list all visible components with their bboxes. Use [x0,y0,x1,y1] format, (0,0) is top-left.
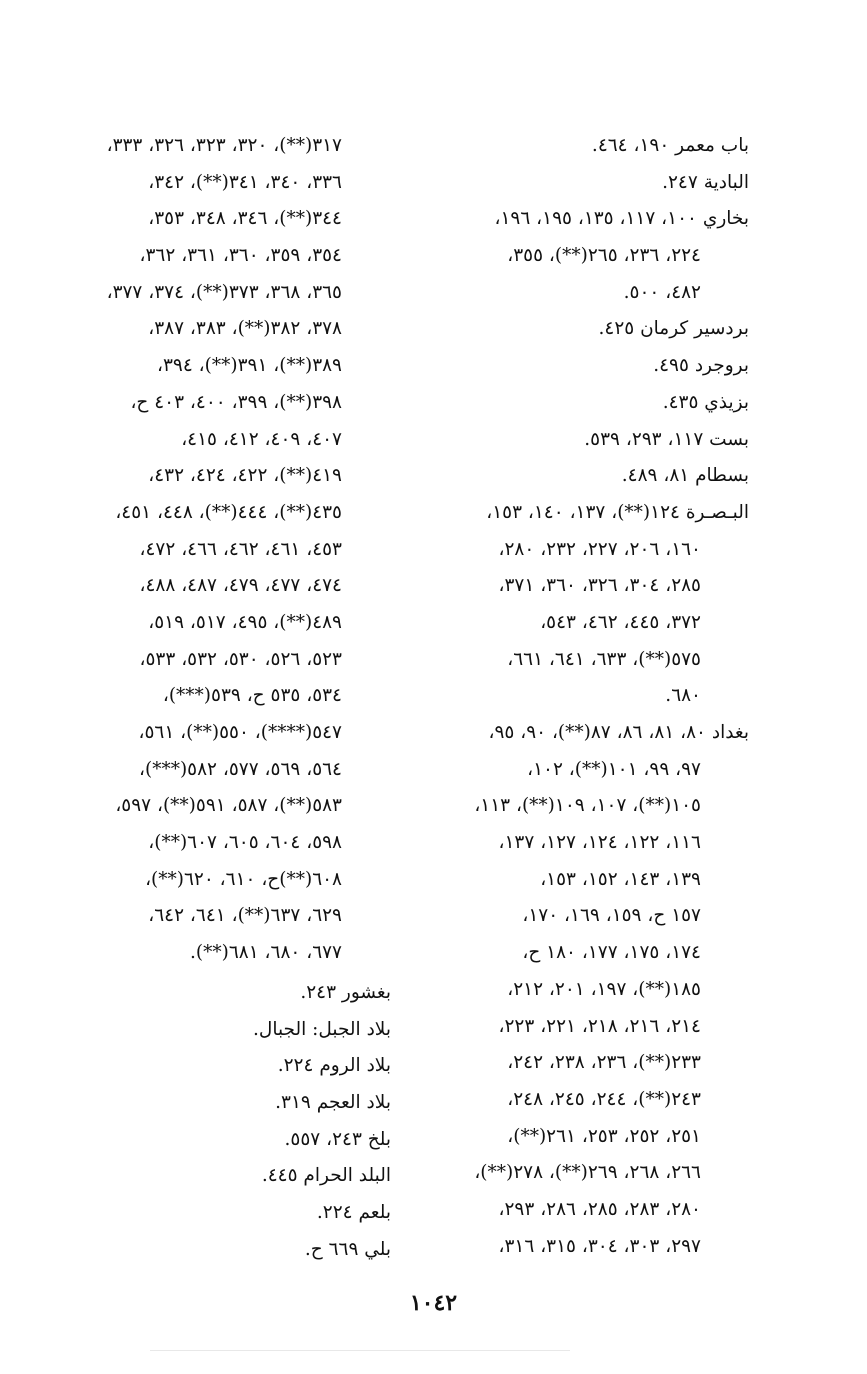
index-line: ٦٠٨(**)ح، ٦١٠، ٦٢٠(**)، [145,868,342,890]
index-line: ٢٦٦، ٢٦٨، ٢٦٩(**)، ٢٧٨(**)، [474,1162,701,1184]
index-entry: بلخ ٢٤٣، ٥٥٧. [284,1128,391,1150]
scan-edge [150,1350,570,1351]
index-line: بغداد ٨٠، ٨١، ٨٦، ٨٧(**)، ٩٠، ٩٥، [488,722,749,743]
index-line: بسطام ٨١، ٤٨٩. [621,465,749,487]
index-line: ٣٣٦، ٣٤٠، ٣٤١(**)، ٣٤٢، [148,171,342,193]
index-line: ٥٨٣(**)، ٥٨٧، ٥٩١(**)، ٥٩٧، [115,795,342,817]
index-line: ٥٢٣، ٥٢٦، ٥٣٠، ٥٣٢، ٥٣٣، [139,648,342,670]
index-line: ٢٨٥، ٣٠٤، ٣٢٦، ٣٦٠، ٣٧١، [498,575,701,597]
index-line: بخاري ١٠٠، ١١٧، ١٣٥، ١٩٥، ١٩٦، [494,208,749,230]
index-line: ٣٧٨، ٣٨٢(**)، ٣٨٣، ٣٨٧، [148,318,342,340]
index-line: ٤٣٥(**)، ٤٤٤(**)، ٤٤٨، ٤٥١، [115,501,342,523]
index-line: ٢١٤، ٢١٦، ٢١٨، ٢٢١، ٢٢٣، [498,1015,701,1037]
index-line: ٥٧٥(**)، ٦٣٣، ٦٤١، ٦٦١، [507,648,701,670]
index-line: ١٣٩، ١٤٣، ١٥٢، ١٥٣، [540,868,701,890]
index-line: ٢٨٠، ٢٨٣، ٢٨٥، ٢٨٦، ٢٩٣، [498,1198,701,1220]
index-line: ٢٣٣(**)، ٢٣٦، ٢٣٨، ٢٤٢، [507,1052,701,1074]
index-entry: بلاد الجبل: الجبال. [253,1018,391,1040]
index-line: ٤٥٣، ٤٦١، ٤٦٢، ٤٦٦، ٤٧٢، [139,538,342,560]
index-line: ٢٩٧، ٣٠٣، ٣٠٤، ٣١٥، ٣١٦، [498,1235,701,1257]
index-line: البادية ٢٤٧. [662,171,749,193]
index-line: ٣٤٤(**)، ٣٤٦، ٣٤٨، ٣٥٣، [148,208,342,230]
index-line: ٤٨٢، ٥٠٠. [623,281,701,303]
index-line: ٦٨٠. [665,685,701,707]
index-line: ٤٨٩(**)، ٤٩٥، ٥١٧، ٥١٩، [148,611,342,633]
index-entry: بلاد الروم ٢٢٤. [277,1055,391,1077]
index-entry: بلي ٦٦٩ ح. [304,1238,391,1260]
index-line: ٩٧، ٩٩، ١٠١(**)، ١٠٢، [527,758,701,780]
index-line: ١٠٥(**)، ١٠٧، ١٠٩(**)، ١١٣، [474,795,701,817]
index-line: ٢٥١، ٢٥٢، ٢٥٣، ٢٦١(**)، [507,1125,701,1147]
index-line: ١٧٤، ١٧٥، ١٧٧، ١٨٠ ح، [522,942,701,964]
index-line: ٤٠٧، ٤٠٩، ٤١٢، ٤١٥، [181,428,342,450]
index-line: ١١٦، ١٢٢، ١٢٤، ١٢٧، ١٣٧، [498,832,701,854]
index-line: ٤٧٤، ٤٧٧، ٤٧٩، ٤٨٧، ٤٨٨، [139,575,342,597]
index-line: ٢٢٤، ٢٣٦، ٢٦٥(**)، ٣٥٥، [507,245,701,267]
index-line: باب معمر ١٩٠، ٤٦٤. [591,135,749,156]
index-line: ٣٦٥، ٣٦٨، ٣٧٣(**)، ٣٧٤، ٣٧٧، [106,281,342,303]
index-line: ٥٤٧(****)، ٥٥٠(**)، ٥٦١، [138,722,342,743]
index-entry: بلاد العجم ٣١٩. [275,1092,391,1114]
index-line: بست ١١٧، ٢٩٣، ٥٣٩. [584,428,749,450]
index-line: ٦٢٩، ٦٣٧(**)، ٦٤١، ٦٤٢، [148,905,342,927]
right-index-column [449,128,749,1265]
index-line: ٢٤٣(**)، ٢٤٤، ٢٤٥، ٢٤٨، [507,1088,701,1110]
index-line: ٦٧٧، ٦٨٠، ٦٨١(**). [190,942,342,964]
index-line: ٣٩٨(**)، ٣٩٩، ٤٠٠، ٤٠٣ ح، [130,391,342,413]
index-line: بزيذي ٤٣٥. [662,391,749,413]
index-line: ٥٣٤، ٥٣٥ ح، ٥٣٩(***)، [162,685,342,707]
index-line: البـصـرة ١٢٤(**)، ١٣٧، ١٤٠، ١٥٣، [486,501,749,523]
index-line: ١٨٥(**)، ١٩٧، ٢٠١، ٢١٢، [507,978,701,1000]
index-line: ٣٨٩(**)، ٣٩١(**)، ٣٩٤، [156,355,342,377]
index-entry: بلعم ٢٢٤. [316,1202,391,1224]
index-line: بردسير كرمان ٤٢٥. [598,318,749,340]
index-line: ٣٧٢، ٤٤٥، ٤٦٢، ٥٤٣، [540,611,701,633]
index-line: ٣١٧(**)، ٣٢٠، ٣٢٣، ٣٢٦، ٣٣٣، [106,135,342,156]
index-line: ٤١٩(**)، ٤٢٢، ٤٢٤، ٤٣٢، [148,465,342,487]
left-index-column [42,128,342,972]
index-entry: البلد الحرام ٤٤٥. [261,1165,391,1187]
index-line: ٥٩٨، ٦٠٤، ٦٠٥، ٦٠٧(**)، [148,832,342,854]
index-entry: بغشور ٢٤٣. [300,982,391,1003]
index-line: بروجرد ٤٩٥. [653,355,749,377]
index-line: ٣٥٤، ٣٥٩، ٣٦٠، ٣٦١، ٣٦٢، [139,245,342,267]
index-line: ٥٦٤، ٥٦٩، ٥٧٧، ٥٨٢(***)، [139,758,342,780]
index-line: ١٥٧ ح، ١٥٩، ١٦٩، ١٧٠، [522,905,701,927]
index-line: ١٦٠، ٢٠٦، ٢٢٧، ٢٣٢، ٢٨٠، [498,538,701,560]
left-tail-entries [253,975,391,1269]
page-number: ١٠٤٢ [409,1290,458,1316]
